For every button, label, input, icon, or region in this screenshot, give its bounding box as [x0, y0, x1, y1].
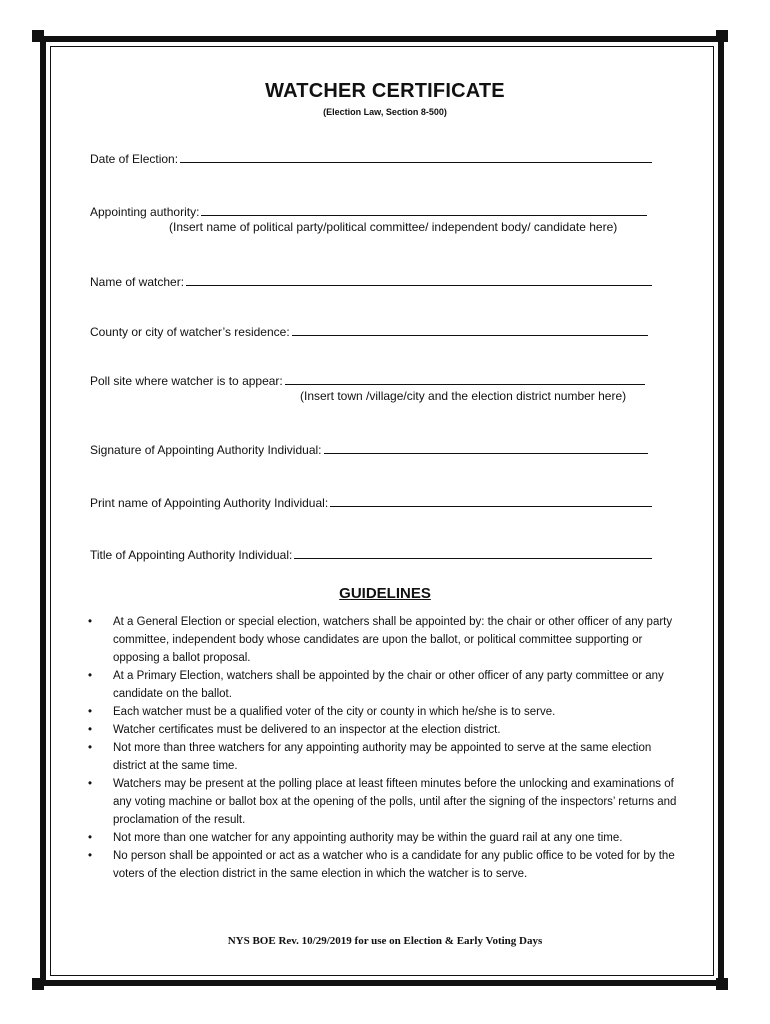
guideline-text: Watcher certificates must be delivered to an inspector at the election district. — [113, 724, 501, 736]
corner-ornament — [716, 30, 728, 42]
date-of-election-label: Date of Election: — [90, 152, 179, 166]
guideline-item — [88, 847, 682, 883]
poll-site-label: Poll site where watcher is to appear: — [90, 374, 283, 388]
print-name-label: Print name of Appointing Authority Individual: — [90, 496, 329, 510]
guidelines-heading: GUIDELINES — [339, 585, 431, 602]
signature-label: Signature of Appointing Authority Individual: — [90, 443, 322, 457]
appointing-authority-line[interactable] — [201, 203, 647, 216]
county-residence-label: County or city of watcher’s residence: — [90, 325, 290, 339]
guideline-item — [88, 739, 682, 775]
name-of-watcher-field — [90, 273, 652, 289]
guideline-item — [88, 667, 682, 703]
guideline-text: Watchers may be present at the polling place at least fifteen minutes before the unlocking and examinations of any voting machine or ballot box at the opening of the polls, until after the signing of the inspectors’ returns and proclamation of the result. — [113, 778, 677, 826]
guideline-item — [88, 721, 682, 739]
poll-site-hint: (Insert town /village/city and the election district number here) — [300, 389, 627, 403]
appointing-authority-hint: (Insert name of political party/political committee/ independent body/ candidate here) — [169, 220, 618, 234]
print-name-line[interactable] — [330, 494, 652, 507]
county-residence-line[interactable] — [292, 323, 648, 336]
appointing-authority-label: Appointing authority: — [90, 205, 200, 219]
guideline-item — [88, 775, 682, 829]
bullet-icon: • — [88, 742, 93, 754]
guidelines-list — [88, 613, 682, 883]
signature-line[interactable] — [324, 441, 648, 454]
poll-site-field — [90, 372, 645, 388]
name-of-watcher-line[interactable] — [186, 273, 652, 286]
guideline-text: At a Primary Election, watchers shall be appointed by the chair or other officer of any party committee or any candidate on the ballot. — [113, 670, 664, 700]
guideline-text: Not more than one watcher for any appointing authority may be within the guard rail at any one time. — [113, 832, 623, 844]
guideline-item — [88, 703, 682, 721]
date-of-election-line[interactable] — [180, 150, 652, 163]
bullet-icon: • — [88, 778, 93, 790]
guideline-item — [88, 613, 682, 667]
guideline-text: Not more than three watchers for any appointing authority may be appointed to serve at the same election district at the same time. — [113, 742, 652, 772]
guideline-item — [88, 829, 682, 847]
document-subtitle: (Election Law, Section 8-500) — [323, 107, 447, 117]
county-residence-field — [90, 323, 648, 339]
bullet-icon: • — [88, 616, 93, 628]
bullet-icon: • — [88, 832, 93, 844]
name-of-watcher-label: Name of watcher: — [90, 275, 185, 289]
bullet-icon: • — [88, 670, 93, 682]
print-name-field — [90, 494, 652, 510]
corner-ornament — [32, 30, 44, 42]
guideline-text: No person shall be appointed or act as a watcher who is a candidate for any public office to be voted for by the voters of the election district in the same election in which the watcher is to serve. — [113, 850, 675, 880]
poll-site-line[interactable] — [285, 372, 645, 385]
date-of-election-field — [90, 150, 652, 166]
title-of-individual-field — [90, 546, 652, 562]
title-of-individual-line[interactable] — [294, 546, 652, 559]
bullet-icon: • — [88, 850, 93, 862]
footer-revision: NYS BOE Rev. 10/29/2019 for use on Election & Early Voting Days — [227, 935, 543, 947]
corner-ornament — [32, 978, 44, 990]
title-of-individual-label: Title of Appointing Authority Individual: — [90, 548, 293, 562]
bullet-icon: • — [88, 706, 93, 718]
guideline-text: At a General Election or special election, watchers shall be appointed by: the chair or other officer of any party committee, independent body whose candidates are upon the ballot, or political committee supporting or opposing a ballot proposal. — [113, 616, 673, 664]
appointing-authority-field — [90, 203, 647, 219]
corner-ornament — [716, 978, 728, 990]
bullet-icon: • — [88, 724, 93, 736]
guideline-text: Each watcher must be a qualified voter of the city or county in which he/she is to serve. — [113, 706, 556, 718]
document-title: WATCHER CERTIFICATE — [265, 80, 505, 102]
signature-field — [90, 441, 648, 457]
